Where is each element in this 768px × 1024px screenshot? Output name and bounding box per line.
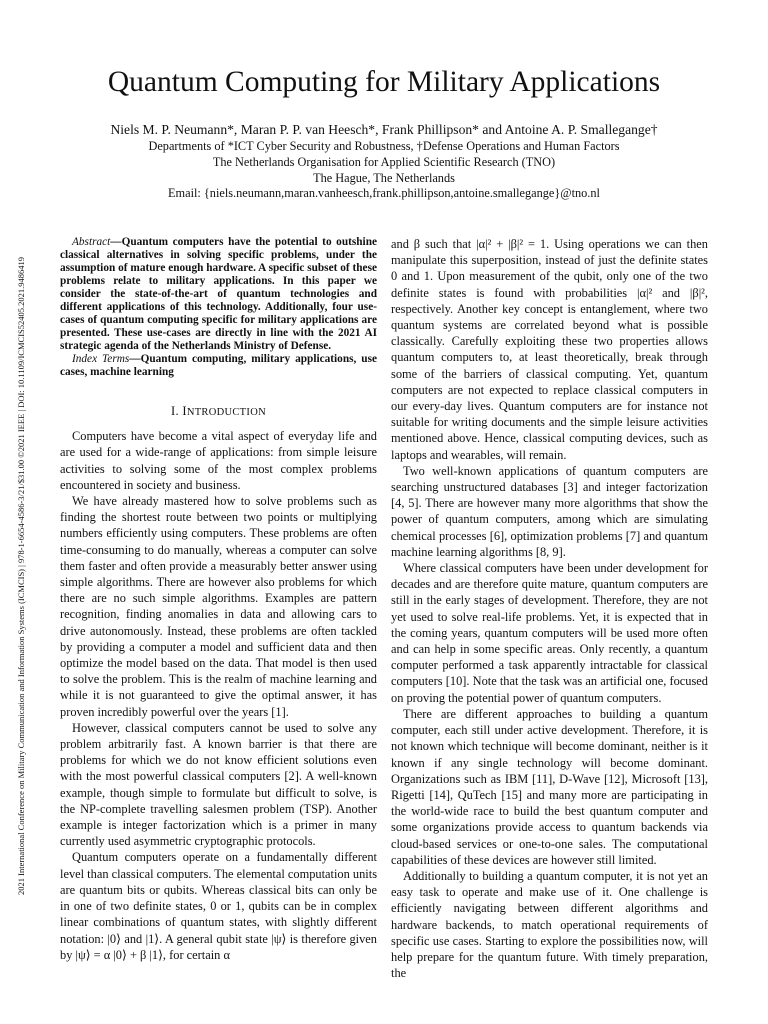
abstract xyxy=(60,236,377,353)
doi-sidebar xyxy=(10,125,32,895)
left-column xyxy=(60,236,377,963)
paragraph: Computers have become a vital aspect of everyday life and are used for a wide-range of applications: from simple leisure activities to solving some of the most complex problems encountered in society and business. xyxy=(60,429,377,492)
right-column xyxy=(391,236,708,981)
paragraph: Quantum computers operate on a fundamentally different level than classical computers. The elemental computation units are quantum bits or qubits. Whereas classical bits can only be in one of two definite states, 0 or 1, qubits can be in complex linear combinations of quantum states, with slightly different notation: |0⟩ and |1⟩. A general qubit state |ψ⟩ is therefore given by |ψ⟩ = α |0⟩ + β |1⟩, for certain α xyxy=(60,850,378,962)
abstract-text: —Quantum computers have the potential to outshine classical alternatives in solving specific problems, under the assumption of mature enough hardware. A specific subset of these problems relate to military applications. In this paper we consider the state-of-the-art of quantum technologies and different applications of this technology. Additionally, four use-cases of quantum computing specific for military applications are presented. These use-cases are directly in line with the 2021 AI strategic agenda of the Netherlands Ministry of Defense. xyxy=(60,236,377,352)
paper-title: Quantum Computing for Military Applications xyxy=(107,66,661,98)
doi-sidebar-text: 2021 International Conference on Military Communication and Information Systems (ICMCIS) | 978-1-6654-4586-3/21/$31.00 ©2021 IEEE | DOI: 10.1109/ICMCIS52405.2021.9486419 xyxy=(16,257,26,895)
paragraph: We have already mastered how to solve problems such as finding the shortest route between two points or multiplying numbers efficiently using computers. These problems are often time-consuming to do manually, whereas a computer can solve them faster and often provide a measurably better answer using simple algorithms. There are however also problems for which there are no such simple algorithms. Examples are pattern recognition, finding anomalies in data and allowing cars to drive autonomously. Instead, these problems are often tackled by providing a computer a model and sufficient data and then optimize the model based on the data. That model is then used to solve the problem. This is the realm of machine learning and while it is not guaranteed to give the optimal answer, it has proven incredibly powerful over the years [1]. xyxy=(60,494,377,719)
affiliation-location: The Hague, The Netherlands xyxy=(313,171,455,185)
paragraph: There are different approaches to building a quantum computer, each still under active development. Therefore, it is not known which technique will become dominant, neither is it known if any single technology will become dominant. Organizations such as IBM [11], D-Wave [12], Microsoft [13], Rigetti [14], QuTech [15] and many more are participating in the world-wide race to build the best quantum computer and some organizations provide access to quantum backends via cloud-based services or one-to-one sales. The computational capabilities of these devices are however still limited. xyxy=(391,706,708,867)
affiliation-departments: Departments of *ICT Cyber Security and Robustness, †Defense Operations and Human Factors xyxy=(148,139,620,153)
affiliation-organisation: The Netherlands Organisation for Applied Scientific Research (TNO) xyxy=(212,155,556,169)
section-heading-introduction: I. INTRODUCTION xyxy=(171,404,266,418)
paragraph: Two well-known applications of quantum computers are searching unstructured databases [3] and integer factorization [4, 5]. There are however many more algorithms that show the power of quantum computers, among which are simulating chemical processes [6], optimization problems [7] and quantum machine learning algorithms [8, 9]. xyxy=(391,463,708,559)
index-terms-label: Index Terms xyxy=(72,353,130,365)
author-email: Email: {niels.neumann,maran.vanheesch,frank.phillipson,antoine.smallegange}@tno.nl xyxy=(168,186,600,200)
paragraph: and β such that |α|² + |β|² = 1. Using operations we can then manipulate this superposition, instead of just the definite states 0 and 1. Upon measurement of the qubit, only one of the two definite states is found with probabilities |α|² and |β|², respectively. Another key concept is entanglement, where two quantum systems are correlated beyond what is possible classically. Carefully exploiting these two properties allows quantum computers to, at least theoretically, break through some of the barriers of classical computing. Yet, quantum computers are not expected to replace classical computers in our every-day lives. Quantum computers are for instance not suitable for writing documents and the simple leisure activities mentioned above. Hence, classical computing devices, such as laptops and wearables, will remain. xyxy=(391,237,708,462)
author-list: Niels M. P. Neumann*, Maran P. P. van Heesch*, Frank Phillipson* and Antoine A. P. Smallegange† xyxy=(110,122,658,137)
index-terms xyxy=(60,353,377,379)
paragraph: Where classical computers have been under development for decades and are therefore quite mature, quantum computers are still in the early stages of development. Therefore, they are not yet used to solve real-life problems. Yet, it is expected that in the coming years, quantum computers will be used more often and can help in some specific areas. Only recently, a quantum computer performed a task apparently intractable for classical computers [10]. Note that the task was an artificial one, focused on proving the potential power of quantum computers. xyxy=(391,561,708,705)
abstract-label: Abstract xyxy=(72,236,111,248)
paragraph: Additionally to building a quantum computer, it is not yet an easy task to operate and make use of it. One challenge is efficiently navigating between different algorithms and hardware backends, to match operational requirements of specific use cases. Starting to explore the possibilities now, will help prepare for the quantum future. With timely preparation, the xyxy=(391,868,708,981)
paragraph: However, classical computers cannot be used to solve any problem arbitrarily fast. A known barrier is that there are problems for which we do not know efficient solutions even with the most powerful classical computers [2]. A well-known example, though simple to formulate but difficult to solve, is the NP-complete travelling salesmen problem (TSP). Another example is integer factorization which is a primer in many currently used asymmetric cryptographic protocols. xyxy=(60,720,377,849)
index-terms-text: —Quantum computing, military applications, use cases, machine learning xyxy=(60,353,377,378)
